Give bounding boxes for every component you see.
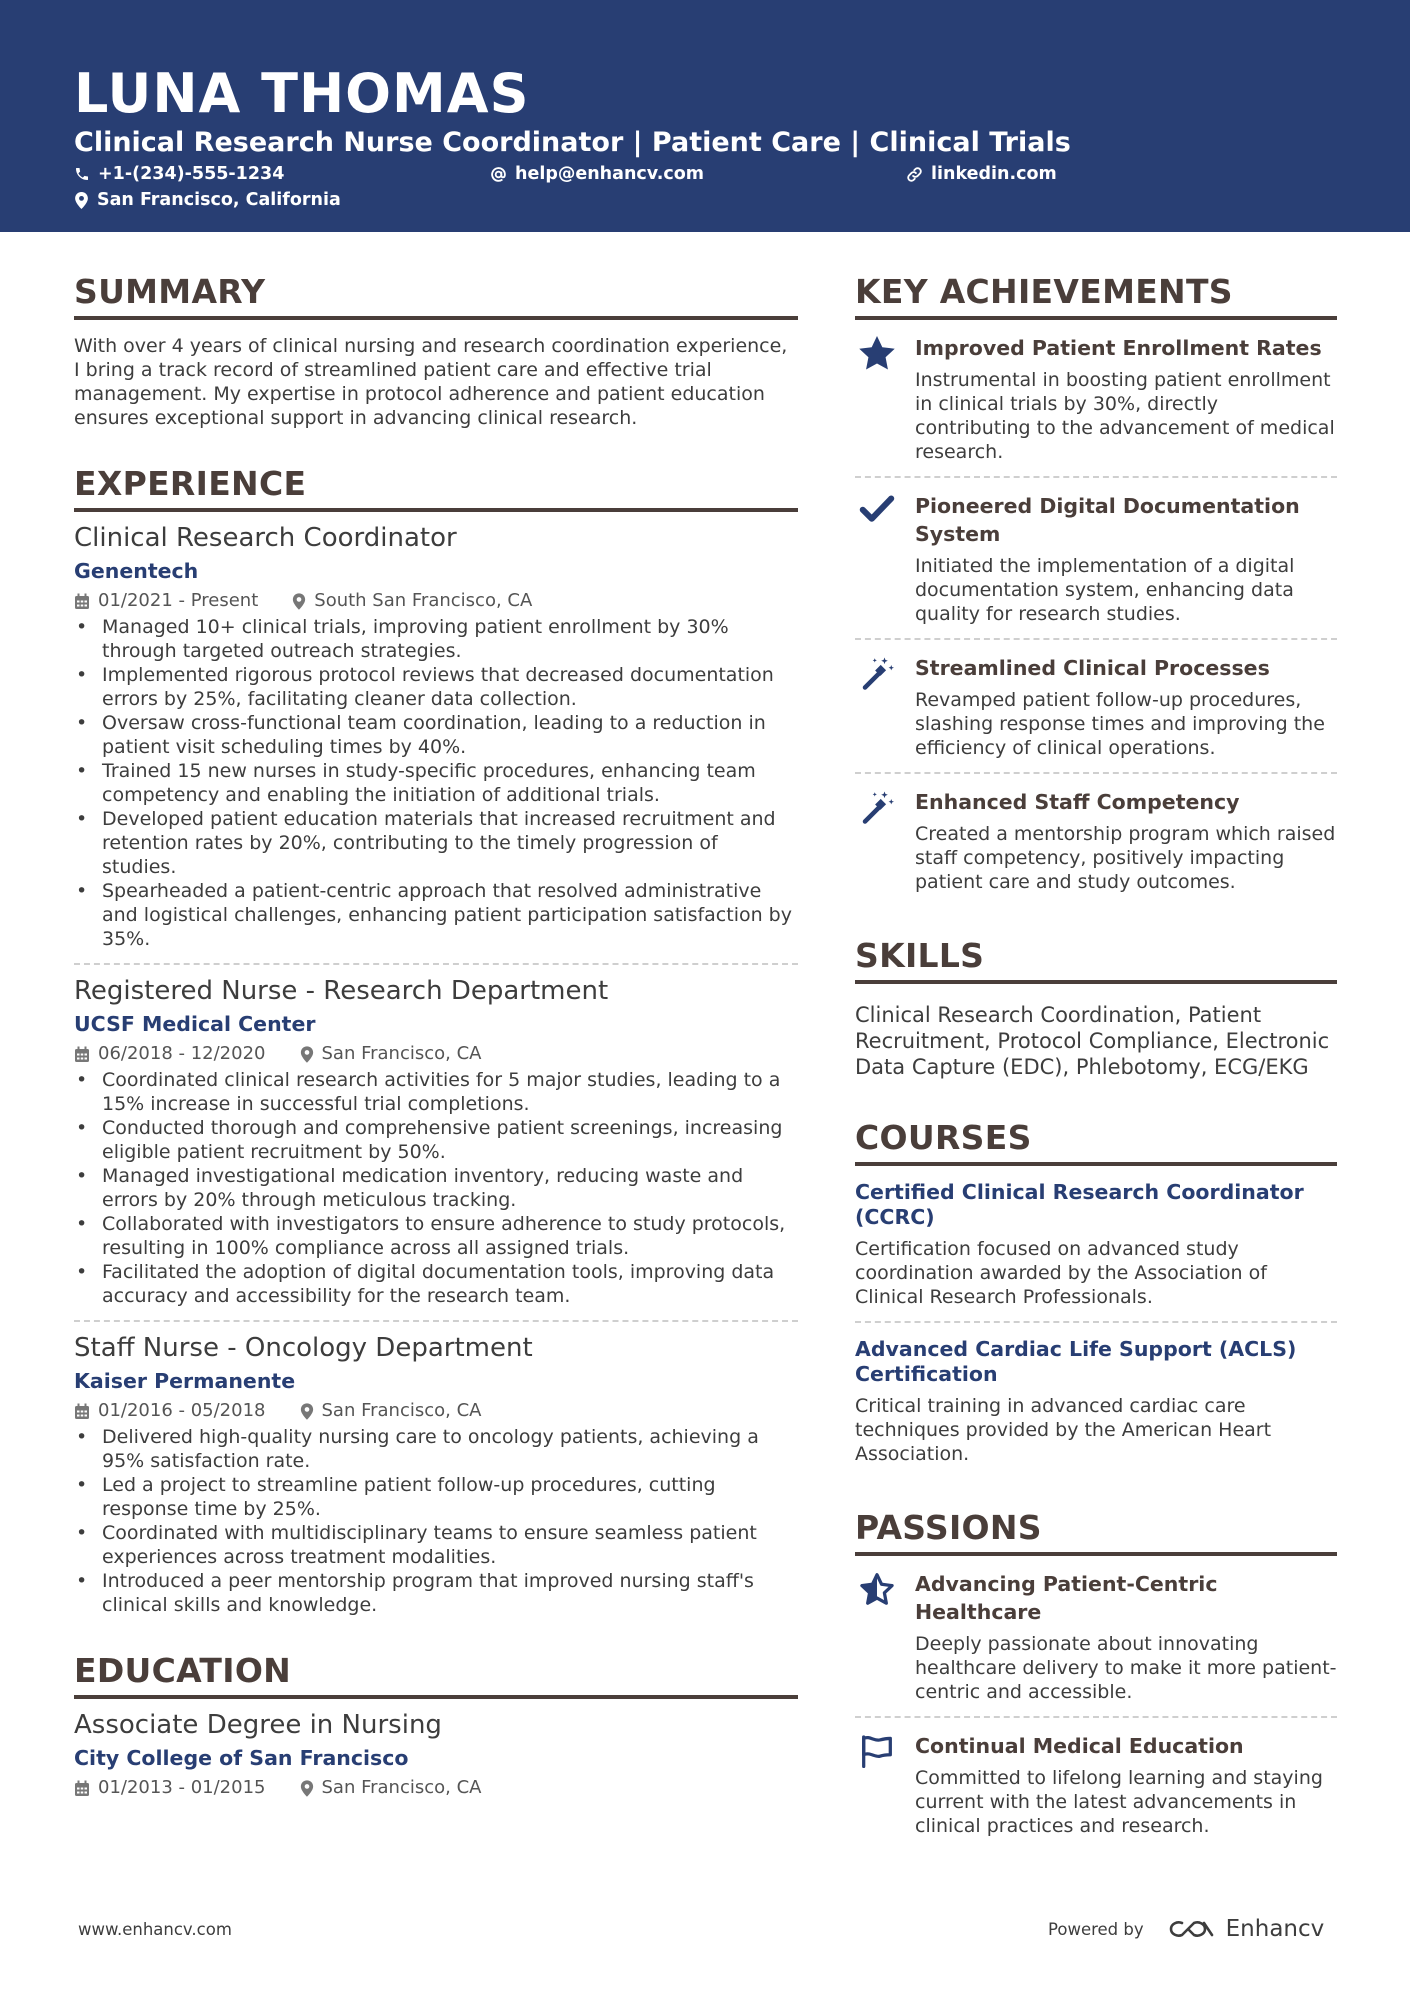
- summary-title: SUMMARY: [74, 272, 798, 320]
- bullet-item: • Coordinated with multidisciplinary teams to ensure seamless patient experiences across treatment modalities.: [76, 1522, 757, 1568]
- job-bullets: [74, 1068, 798, 1308]
- achievement-title: Pioneered Digital Documentation System: [915, 494, 1300, 546]
- experience-title: EXPERIENCE: [74, 464, 798, 512]
- calendar-icon: [74, 1046, 90, 1063]
- bullet-item: • Spearheaded a patient-centric approach that resolved administrative and logistical challenges, enhancing patient participation satisfaction by 35%.: [76, 880, 792, 950]
- footer-branding: [1048, 1916, 1324, 1942]
- job-bullets: [74, 1425, 798, 1617]
- education-meta: [74, 1776, 798, 1800]
- magic-wand-icon: [859, 790, 895, 826]
- job-role: Staff Nurse - Oncology Department: [74, 1333, 533, 1363]
- bullet-item: • Implemented rigorous protocol reviews that decreased documentation errors by 25%, facilitating cleaner data collection.: [76, 664, 774, 710]
- checkmark-icon: [859, 494, 895, 524]
- bullet-item: • Trained 15 new nurses in study-specific procedures, enhancing team competency and enabling the initiation of additional trials.: [76, 760, 756, 806]
- link-icon: [906, 166, 923, 183]
- degree: Associate Degree in Nursing: [74, 1710, 442, 1740]
- passion-title: Advancing Patient-Centric Healthcare: [915, 1572, 1218, 1624]
- passion-desc: Deeply passionate about innovating healthcare delivery to make it more patient-centric and accessible.: [915, 1633, 1337, 1703]
- job-role: Registered Nurse - Research Department: [74, 976, 609, 1006]
- footer-website[interactable]: www.enhancv.com: [78, 1920, 232, 1939]
- education-entry: [74, 1709, 798, 1800]
- bullet-item: • Oversaw cross-functional team coordination, leading to a reduction in patient visit scheduling times by 40%.: [76, 712, 766, 758]
- passion-desc: Committed to lifelong learning and staying current with the latest advancements in clinical practices and research.: [915, 1767, 1323, 1837]
- job-location: San Francisco, CA: [321, 1400, 482, 1421]
- passion-item: [855, 1556, 1337, 1716]
- passion-title: Continual Medical Education: [915, 1734, 1244, 1758]
- passion-item: [855, 1718, 1337, 1850]
- star-outline-icon: [859, 1572, 895, 1606]
- phone-icon: [74, 166, 90, 182]
- header: [0, 0, 1410, 232]
- achievement-title: Improved Patient Enrollment Rates: [915, 336, 1322, 360]
- achievement-item: [855, 774, 1337, 906]
- achievement-desc: Initiated the implementation of a digital documentation system, enhancing data quality for research studies.: [915, 555, 1295, 625]
- brand-logo[interactable]: [1168, 1916, 1325, 1942]
- education-title: EDUCATION: [74, 1651, 798, 1699]
- skills-title: SKILLS: [855, 936, 1337, 984]
- job-company: Kaiser Permanente: [74, 1369, 296, 1393]
- location-pin-icon: [300, 1403, 314, 1420]
- linkedin-text: linkedin.com: [931, 164, 1057, 184]
- divider: [74, 963, 798, 965]
- course-title: Certified Clinical Research Coordinator (CCRC): [855, 1180, 1304, 1229]
- job-dates: 06/2018 - 12/2020: [98, 1043, 266, 1064]
- magic-wand-icon: [859, 656, 895, 692]
- bullet-item: • Led a project to streamline patient follow-up procedures, cutting response time by 25%.: [76, 1474, 716, 1520]
- bullet-item: • Collaborated with investigators to ensure adherence to study protocols, resulting in 100% compliance across all assigned trials.: [76, 1213, 786, 1259]
- job-company: UCSF Medical Center: [74, 1012, 316, 1036]
- experience-entry: [74, 1332, 798, 1617]
- job-location: South San Francisco, CA: [314, 590, 533, 611]
- location-pin-icon: [300, 1046, 314, 1063]
- bullet-item: • Coordinated clinical research activities for 5 major studies, leading to a 15% increase in successful trial completions.: [76, 1069, 781, 1115]
- job-meta: [74, 1399, 798, 1423]
- skills-text: Clinical Research Coordination, Patient Recruitment, Protocol Compliance, Electronic Data Capture (EDC), Phlebotomy, ECG/EKG: [855, 1003, 1330, 1079]
- location-pin-icon: [74, 192, 89, 209]
- experience-entry: [74, 975, 798, 1308]
- left-column: [74, 272, 798, 1800]
- bullet-item: • Conducted thorough and comprehensive patient screenings, increasing eligible patient recruitment by 50%.: [76, 1117, 783, 1163]
- bullet-item: • Developed patient education materials that increased recruitment and retention rates by 20%, contributing to the timely progression of studies.: [76, 808, 776, 878]
- email-text: help@enhancv.com: [515, 164, 705, 184]
- achievement-desc: Instrumental in boosting patient enrollment in clinical trials by 30%, directly contributing to the advancement of medical research.: [915, 369, 1335, 463]
- achievement-desc: Created a mentorship program which raised staff competency, positively impacting patient care and study outcomes.: [915, 823, 1336, 893]
- phone-text: +1-(234)-555-1234: [98, 164, 285, 184]
- education-location: San Francisco, CA: [321, 1777, 482, 1798]
- passions-title: PASSIONS: [855, 1508, 1337, 1556]
- course-item: [855, 1166, 1337, 1321]
- course-desc: Critical training in advanced cardiac care techniques provided by the American Heart Association.: [855, 1395, 1272, 1465]
- calendar-icon: [74, 1780, 90, 1797]
- course-item: [855, 1323, 1337, 1478]
- contact-linkedin[interactable]: [906, 162, 1057, 186]
- achievement-item: [855, 478, 1337, 638]
- bullet-item: • Introduced a peer mentorship program that improved nursing staff's clinical skills and knowledge.: [76, 1570, 754, 1616]
- achievement-item: [855, 640, 1337, 772]
- achievement-item: [855, 320, 1337, 476]
- star-icon: [859, 336, 895, 370]
- contact-location: [74, 188, 341, 212]
- calendar-icon: [74, 1403, 90, 1420]
- flag-icon: [859, 1734, 895, 1768]
- calendar-icon: [74, 593, 90, 610]
- divider: [74, 1320, 798, 1322]
- enhancv-logo-icon: [1168, 1917, 1216, 1941]
- school: City College of San Francisco: [74, 1746, 409, 1770]
- job-meta: [74, 589, 798, 613]
- location-pin-icon: [300, 1780, 314, 1797]
- achievements-title: KEY ACHIEVEMENTS: [855, 272, 1337, 320]
- course-title: Advanced Cardiac Life Support (ACLS) Certification: [855, 1337, 1297, 1386]
- location-pin-icon: [292, 593, 306, 610]
- bullet-item: • Delivered high-quality nursing care to oncology patients, achieving a 95% satisfaction rate.: [76, 1426, 759, 1472]
- summary-text: With over 4 years of clinical nursing and research coordination experience, I bring a track record of streamlined patient care and effective trial management. My expertise in protocol adherence and patient education ensures exceptional support in advancing clinical research.: [74, 335, 788, 429]
- contact-email[interactable]: [490, 162, 704, 186]
- achievement-desc: Revamped patient follow-up procedures, slashing response times and improving the efficiency of clinical operations.: [915, 689, 1325, 759]
- right-column: [855, 272, 1337, 1850]
- headline: Clinical Research Nurse Coordinator | Patient Care | Clinical Trials: [74, 127, 1071, 158]
- job-meta: [74, 1042, 798, 1066]
- bullet-item: • Facilitated the adoption of digital documentation tools, improving data accuracy and accessibility for the research team.: [76, 1261, 775, 1307]
- bullet-item: • Managed investigational medication inventory, reducing waste and errors by 20% through meticulous tracking.: [76, 1165, 744, 1211]
- job-dates: 01/2016 - 05/2018: [98, 1400, 266, 1421]
- bullet-item: • Managed 10+ clinical trials, improving patient enrollment by 30% through targeted outreach strategies.: [76, 616, 729, 662]
- courses-title: COURSES: [855, 1118, 1337, 1166]
- job-dates: 01/2021 - Present: [98, 590, 259, 611]
- brand-name: Enhancv: [1225, 1916, 1325, 1942]
- experience-entry: [74, 522, 798, 951]
- course-desc: Certification focused on advanced study coordination awarded by the Association of Clinical Research Professionals.: [855, 1238, 1267, 1308]
- job-company: Genentech: [74, 559, 199, 583]
- education-dates: 01/2013 - 01/2015: [98, 1777, 266, 1798]
- powered-by-text: Powered by: [1048, 1919, 1144, 1939]
- job-bullets: [74, 615, 798, 951]
- at-icon: [490, 166, 507, 183]
- job-role: Clinical Research Coordinator: [74, 523, 457, 553]
- location-text: San Francisco, California: [97, 190, 341, 210]
- job-location: San Francisco, CA: [321, 1043, 482, 1064]
- achievement-title: Enhanced Staff Competency: [915, 790, 1240, 814]
- achievement-title: Streamlined Clinical Processes: [915, 656, 1270, 680]
- contact-phone[interactable]: [74, 162, 284, 186]
- candidate-name: LUNA THOMAS: [74, 62, 530, 125]
